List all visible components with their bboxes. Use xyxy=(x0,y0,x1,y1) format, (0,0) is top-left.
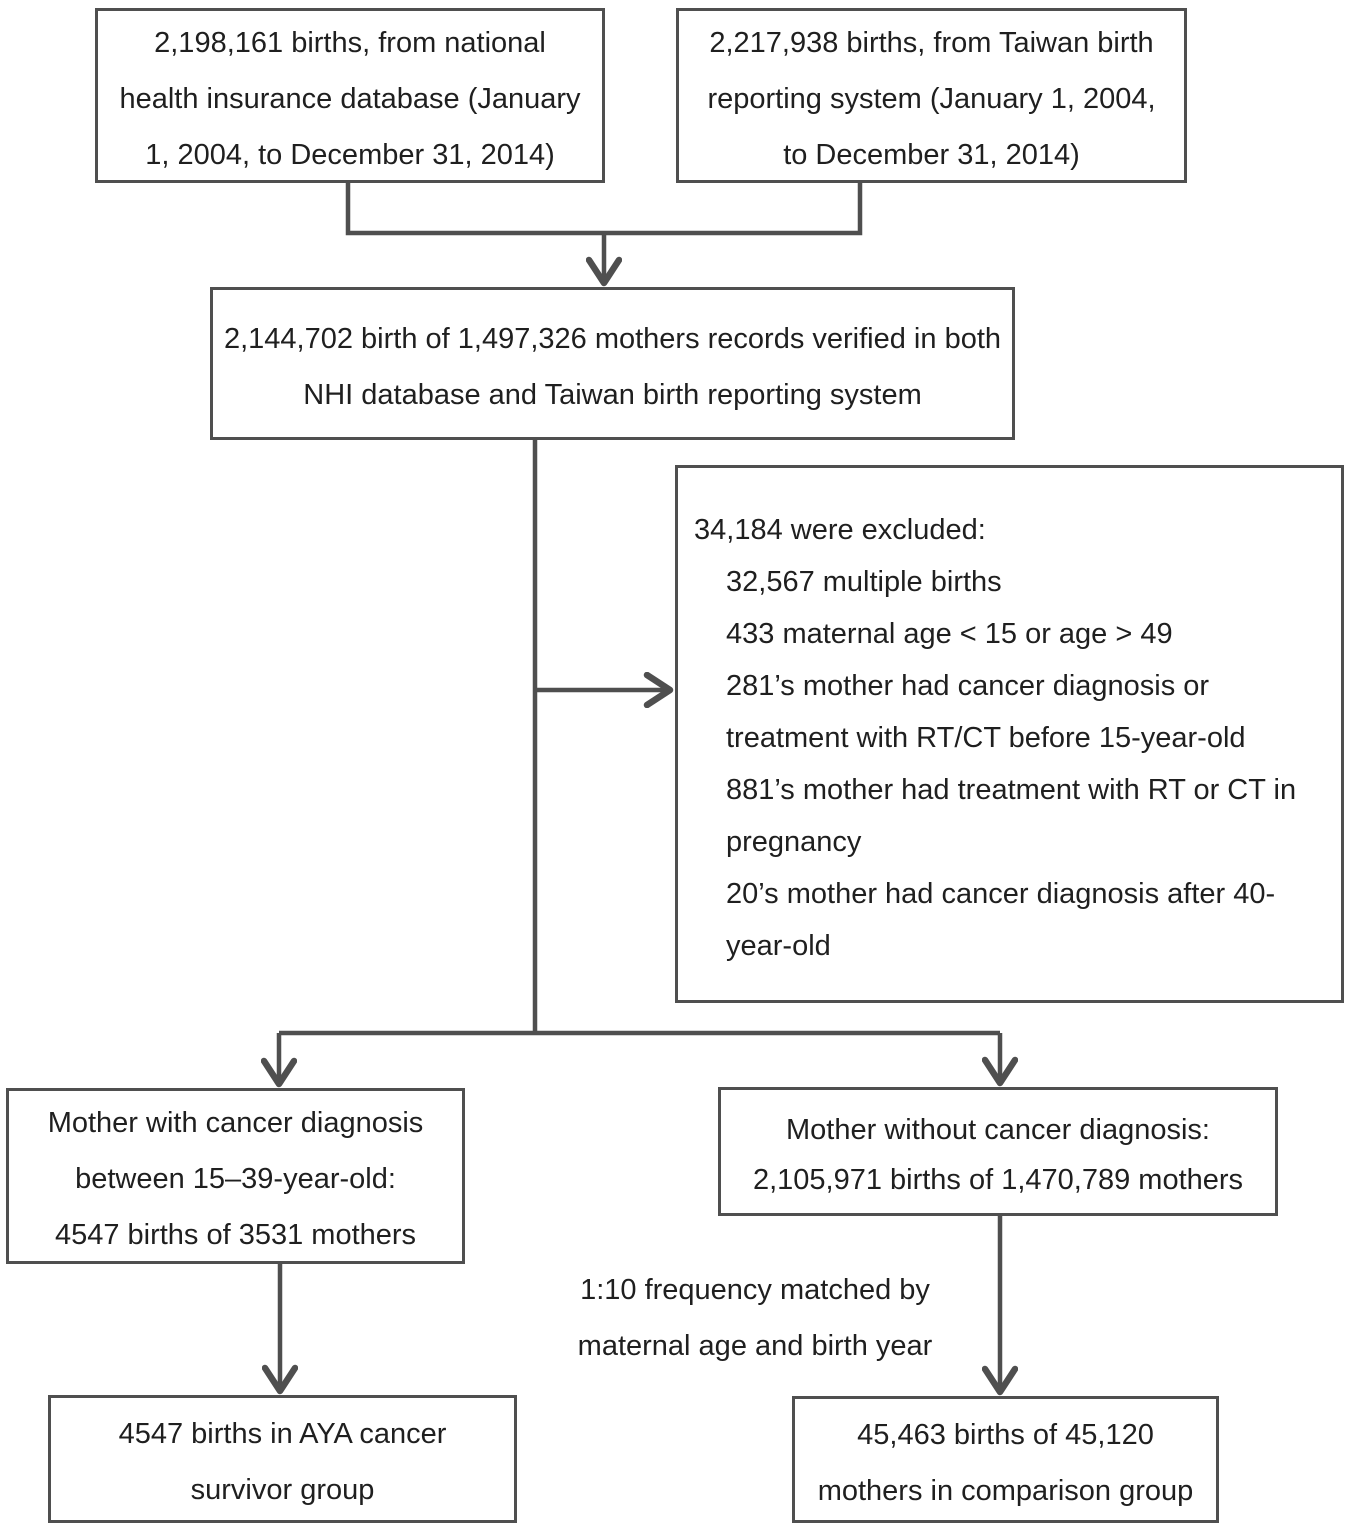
exclusion-item-line: 281’s mother had cancer diagnosis or xyxy=(726,670,1210,702)
box-exclusions xyxy=(675,465,1344,1003)
text-line: Mother without cancer diagnosis: xyxy=(786,1113,1210,1146)
text-line: health insurance database (January xyxy=(119,82,581,115)
box-no-cancer-mothers xyxy=(718,1087,1278,1216)
text-line: 2,198,161 births, from national xyxy=(154,26,546,59)
exclusion-item-line: 881’s mother had treatment with RT or CT in xyxy=(726,774,1297,806)
connector-sources-merge xyxy=(348,183,860,233)
box-verified-records xyxy=(210,287,1015,440)
text-line: 1:10 frequency matched by xyxy=(580,1274,930,1306)
box-survivor-group xyxy=(48,1395,517,1523)
text-line: between 15–39-year-old: xyxy=(75,1163,396,1195)
exclusion-item-line: treatment with RT/CT before 15-year-old xyxy=(726,722,1246,754)
box-tbrs-source xyxy=(676,8,1187,183)
exclusions-title: 34,184 were excluded: xyxy=(694,514,986,546)
exclusion-item-line: 20’s mother had cancer diagnosis after 40- xyxy=(726,878,1276,910)
text-line: maternal age and birth year xyxy=(577,1330,933,1362)
exclusion-item-line: 433 maternal age < 15 or age > 49 xyxy=(726,618,1173,650)
text-line: survivor group xyxy=(190,1474,375,1506)
text-line: 4547 births of 3531 mothers xyxy=(54,1219,417,1251)
text-line: NHI database and Taiwan birth reporting system xyxy=(303,378,922,411)
text-line: reporting system (January 1, 2004, xyxy=(707,82,1156,115)
text-line: 4547 births in AYA cancer xyxy=(118,1418,447,1450)
text-line: to December 31, 2014) xyxy=(783,138,1080,171)
box-nhi-source xyxy=(95,8,605,183)
exclusion-item-line: 32,567 multiple births xyxy=(726,566,1002,598)
text-line: 1, 2004, to December 31, 2014) xyxy=(145,138,555,171)
text-line: 2,144,702 birth of 1,497,326 mothers records verified in both xyxy=(223,322,1002,355)
text-line: 2,217,938 births, from Taiwan birth xyxy=(709,26,1154,59)
text-line: Mother with cancer diagnosis xyxy=(47,1107,424,1139)
text-line: 45,463 births of 45,120 xyxy=(857,1418,1154,1451)
exclusion-item-line: year-old xyxy=(726,930,831,962)
text-line: mothers in comparison group xyxy=(817,1474,1194,1507)
box-cancer-mothers xyxy=(6,1088,465,1264)
box-comparison-group xyxy=(792,1396,1219,1523)
matching-note xyxy=(555,1262,955,1374)
exclusion-item-line: pregnancy xyxy=(726,826,862,858)
text-line: 2,105,971 births of 1,470,789 mothers xyxy=(752,1163,1244,1196)
